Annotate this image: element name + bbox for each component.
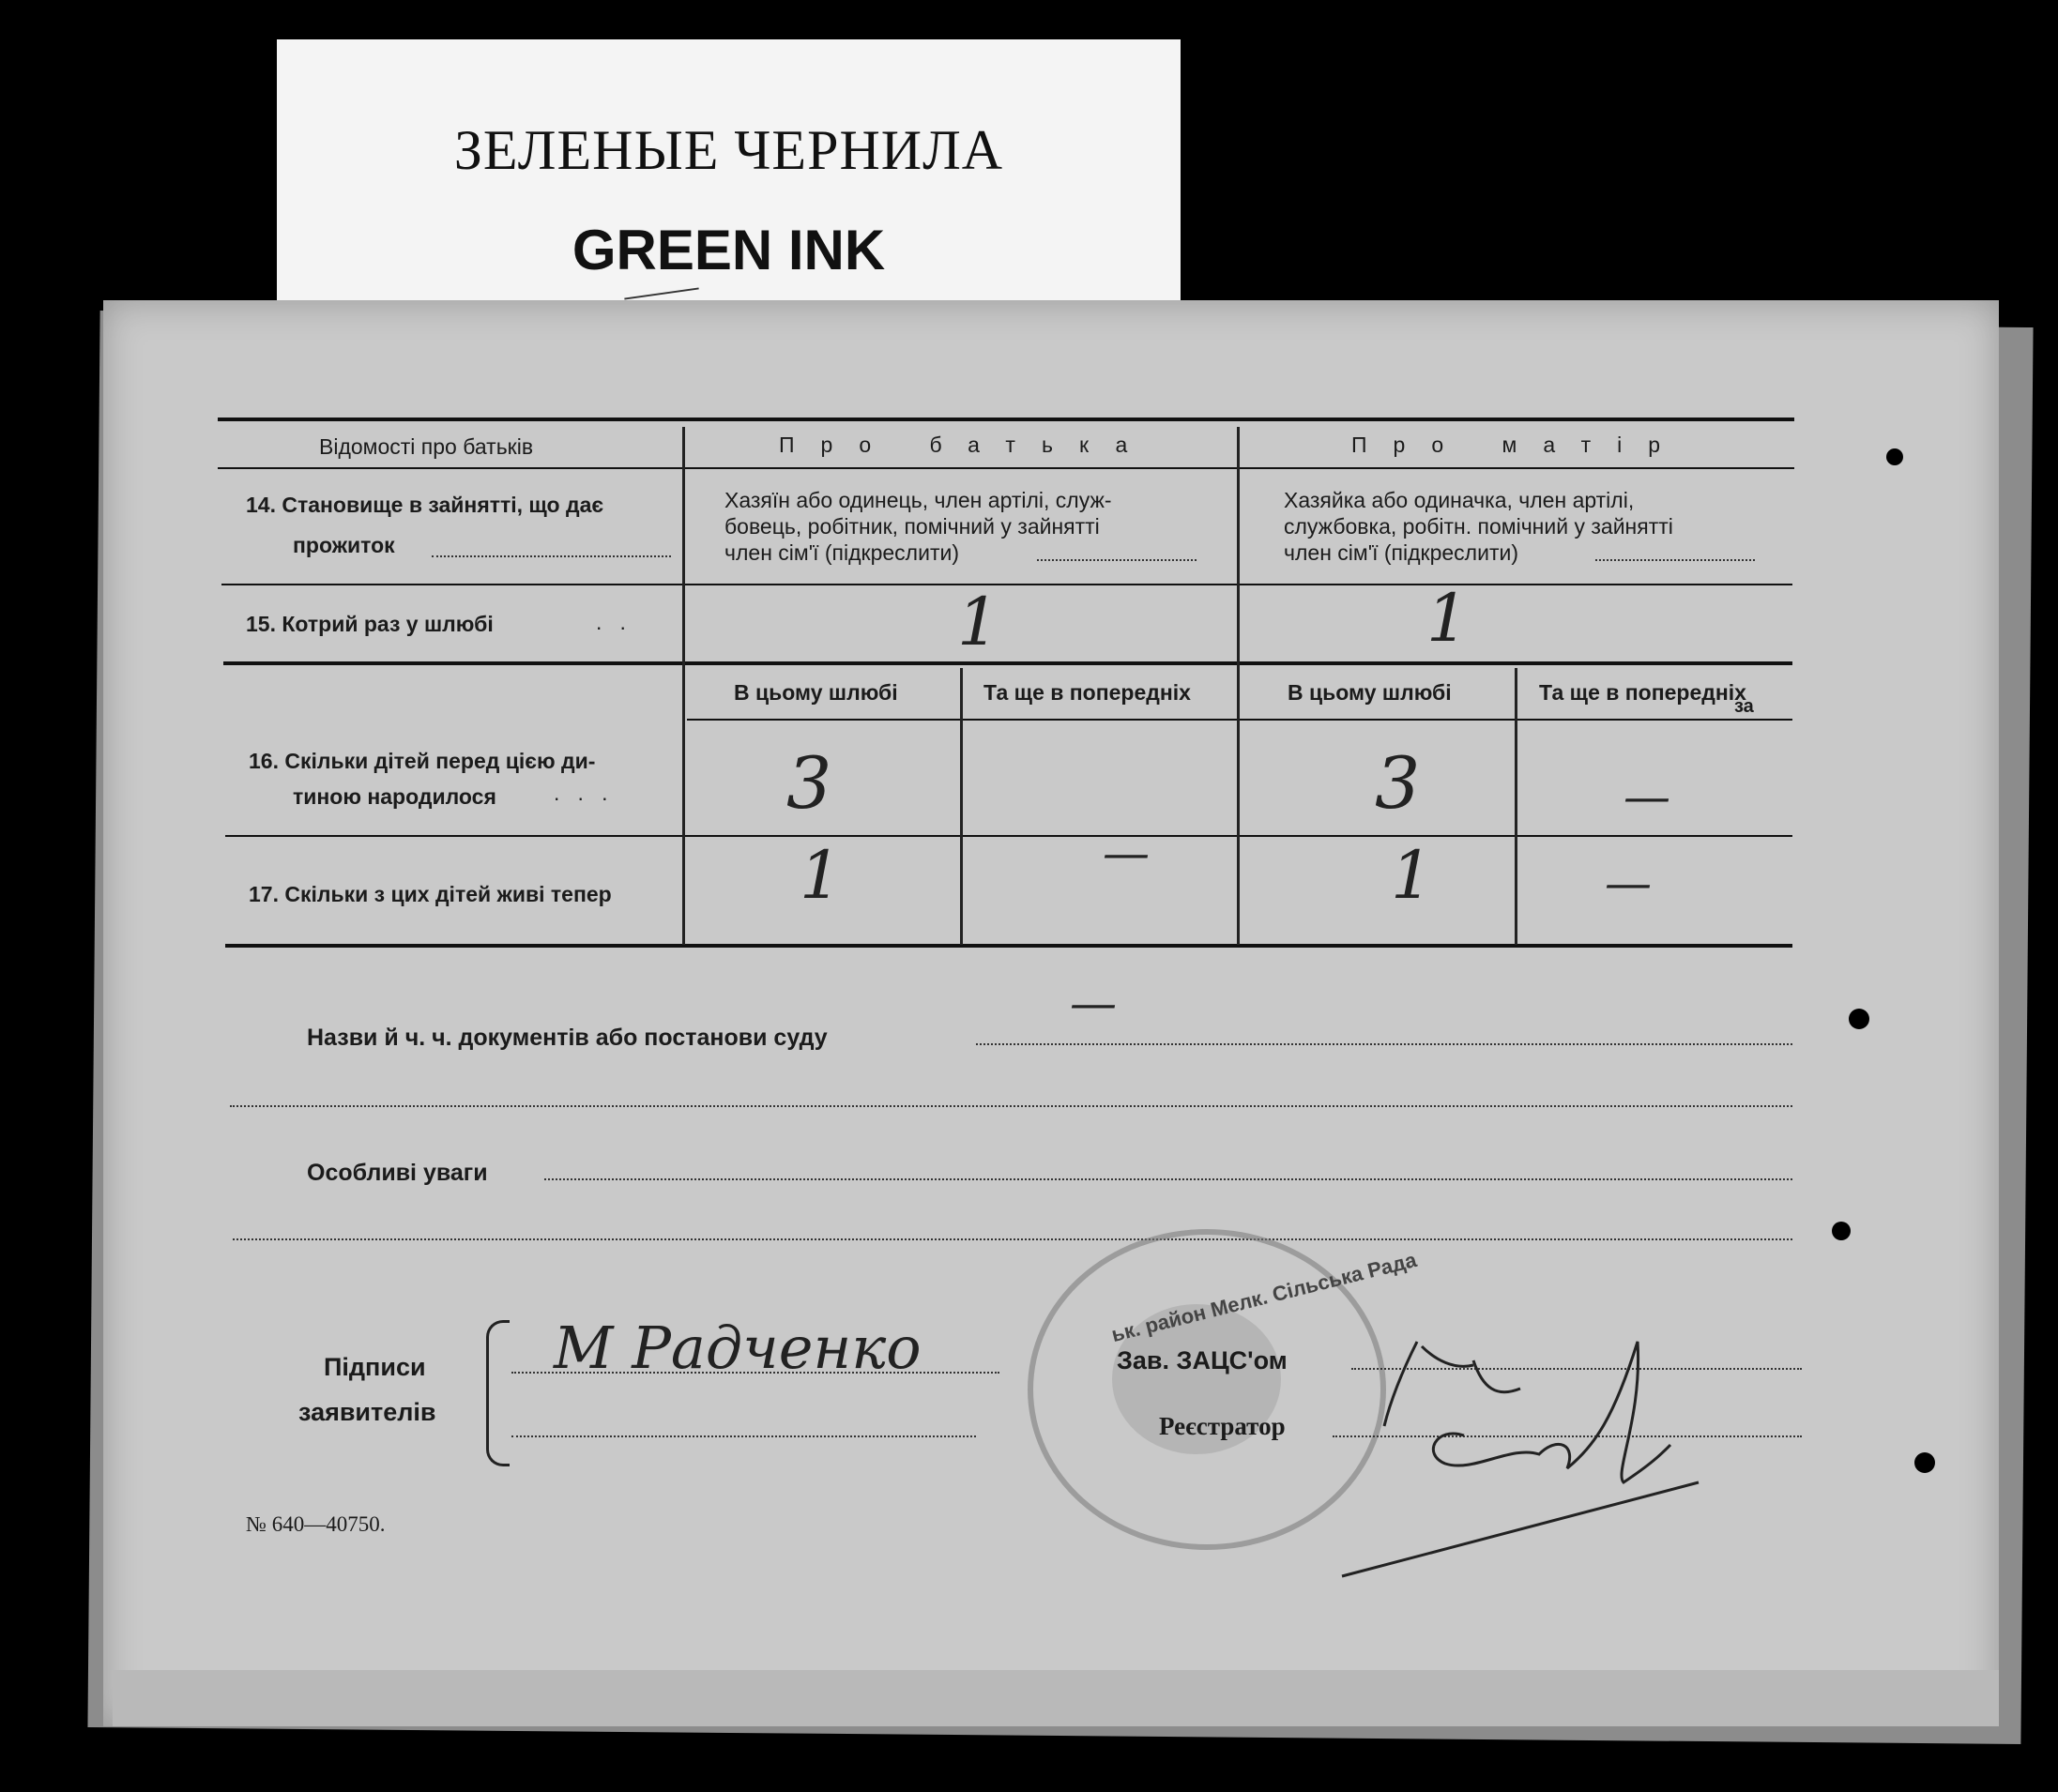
applicant-signature: М Радченко <box>554 1314 922 1382</box>
notes-line-2 <box>233 1238 1792 1240</box>
row15-label: 15. Котрий раз у шлюбі <box>246 612 494 636</box>
registrar-label: Реєстратор <box>1159 1412 1286 1440</box>
row14-mother-line2: службовка, робітн. помічний у зайнятті <box>1284 514 1673 539</box>
row17-mother-this: 1 <box>1391 837 1433 914</box>
row16-leader: . . . <box>554 781 608 805</box>
notes-line-1 <box>544 1178 1792 1180</box>
header-father: Про батька <box>779 433 1154 457</box>
subheader-bottom-rule <box>687 719 1792 721</box>
col-divider-1 <box>682 427 685 945</box>
row17-father-this: 1 <box>800 837 842 914</box>
header-info-label: Відомості про батьків <box>319 434 534 459</box>
col-divider-father-sub <box>960 668 963 945</box>
subheader-father-this: В цьому шлюбі <box>734 680 898 705</box>
row15-bottom-rule <box>223 661 1792 665</box>
row16-father-prev: — <box>1103 826 1150 880</box>
applicant-signature-line-2 <box>511 1435 976 1437</box>
row16-label-line2: тиною народилося <box>293 784 496 809</box>
subheader-mother-prev: Та ще в попередніх <box>1539 680 1746 705</box>
documents-dash: — <box>1070 976 1117 1030</box>
head-zags-label: Зав. ЗАЦС'ом <box>1117 1346 1288 1374</box>
notes-label: Особливі уваги <box>307 1160 488 1186</box>
row16-bottom-rule <box>225 835 1792 837</box>
row16-mother-this: 3 <box>1375 741 1421 825</box>
row17-mother-prev: — <box>1605 856 1652 910</box>
paper-bottom-edge <box>113 1670 1999 1726</box>
row16-label-line1: 16. Скільки дітей перед цією ди- <box>249 749 596 773</box>
label-russian-text: ЗЕЛЕНЫЕ ЧЕРНИЛА <box>453 119 1004 181</box>
row14-father-line2: бовець, робітник, помічний у зайнятті <box>724 514 1100 539</box>
documents-line-1 <box>976 1043 1792 1045</box>
row14-label-line1: 14. Становище в зайнятті, що дає <box>246 493 604 517</box>
header-bottom-rule <box>218 467 1794 469</box>
binding-hole <box>1886 448 1903 465</box>
registrar-signature <box>1333 1304 1727 1586</box>
col-divider-2 <box>1237 427 1240 945</box>
table-bottom-rule <box>225 944 1792 948</box>
form-number: № 640—40750. <box>246 1512 386 1536</box>
table-top-rule <box>218 418 1794 421</box>
ink-label-card <box>277 39 1181 321</box>
row14-mother-line1: Хазяйка або одиначка, член артілі, <box>1284 488 1635 512</box>
row16-mother-prev: — <box>1624 769 1670 824</box>
row14-label-line2: прожиток <box>293 533 395 557</box>
row14-leader-dots <box>432 555 671 557</box>
col-divider-mother-sub <box>1515 668 1517 945</box>
documents-line-2 <box>230 1105 1792 1107</box>
row15-father-value: 1 <box>957 584 999 661</box>
row14-father-line3: член сім'ї (підкреслити) <box>724 540 959 565</box>
row17-label: 17. Скільки з цих дітей живі тепер <box>249 882 612 906</box>
subheader-mother-this: В цьому шлюбі <box>1288 680 1452 705</box>
row16-father-this: 3 <box>786 741 832 825</box>
binding-hole <box>1849 1009 1869 1029</box>
binding-hole <box>1914 1452 1935 1473</box>
row14-bottom-rule <box>221 584 1792 585</box>
row14-father-line1: Хазяїн або одинець, член артілі, служ- <box>724 488 1112 512</box>
row15-mother-value: 1 <box>1426 580 1469 657</box>
row15-leader: . . <box>596 610 626 634</box>
subheader-father-prev: Та ще в попередніх <box>983 680 1191 705</box>
row14-mother-dots <box>1595 559 1755 561</box>
label-english-text: GREEN INK <box>572 219 886 281</box>
stamp-text: ьк. район Мелк. Сільська Рада <box>1108 1247 1419 1347</box>
row14-father-dots <box>1037 559 1197 561</box>
applicants-label-line2: заявителів <box>298 1398 436 1426</box>
documents-label: Назви й ч. ч. документів або постанови суду <box>307 1025 828 1051</box>
header-mother: Про матір <box>1351 433 1687 457</box>
applicants-label-line1: Підписи <box>324 1353 426 1381</box>
binding-hole <box>1832 1222 1851 1240</box>
row14-mother-line3: член сім'ї (підкреслити) <box>1284 540 1518 565</box>
label-pen-mark <box>624 287 698 299</box>
subheader-overlap-mark: за <box>1734 696 1754 717</box>
applicants-brace <box>486 1320 510 1466</box>
